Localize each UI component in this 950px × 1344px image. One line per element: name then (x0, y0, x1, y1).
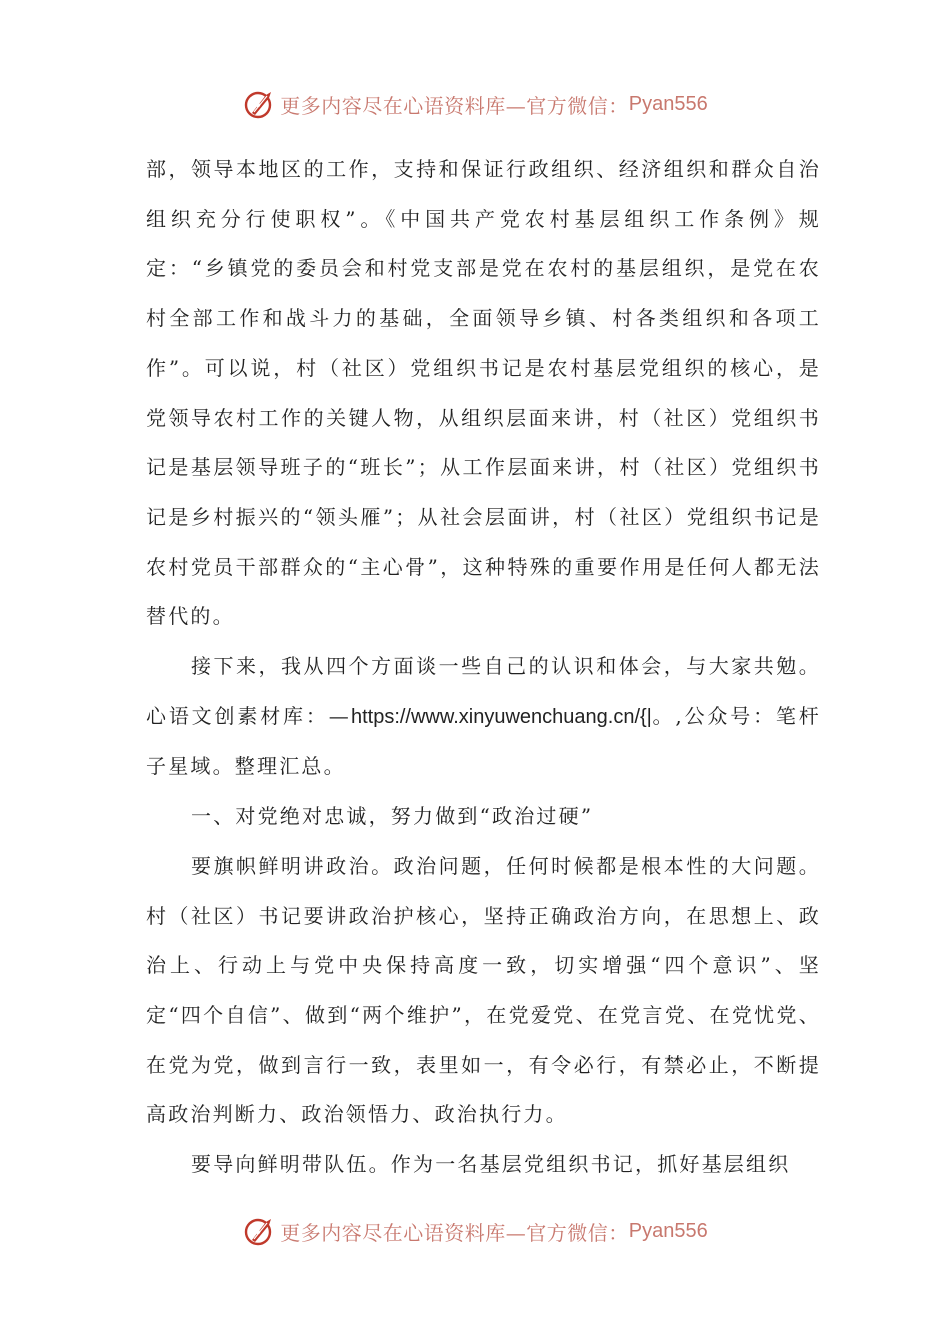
paragraph-2 (146, 642, 821, 792)
document-body (146, 145, 821, 1190)
paragraph-2-lead: 接下来，我从四个方面谈一些自己的认识和体会，与大家共勉。心语文创素材库：— (146, 654, 821, 728)
paragraph-1: 部，领导本地区的工作，支持和保证行政组织、经济组织和群众自治组织充分行使职权”。《中国共产党农村基层组织工作条例》规定：“乡镇党的委员会和村党支部是党在农村的基层组织，是党在农村全部工作和战斗力的基础，全面领导乡镇、村各类组织和各项工作”。可以说，村（社区）党组织书记是农村基层党组织的核心，是党领导农村工作的关键人物，从组织层面来讲，村（社区）党组织书记是基层领导班子的“班长”；从工作层面来讲，村（社区）党组织书记是乡村振兴的“领头雁”；从社会层面讲，村（社区）党组织书记是农村党员干部群众的“主心骨”，这种特殊的重要作用是任何人都无法替代的。 (146, 157, 821, 629)
section-heading-1: 一、对党绝对忠诚，努力做到“政治过硬” (191, 804, 594, 829)
pen-circle-logo-icon (242, 1214, 276, 1248)
paragraph-3: 要旗帜鲜明讲政治。政治问题，任何时候都是根本性的大问题。村（社区）书记要讲政治护核心，坚持正确政治方向，在思想上、政治上、行动上与党中央保持高度一致，切实增强“四个意识”、坚定“四个自信”、做到“两个维护”，在党爱党、在党言党、在党忧党、在党为党，做到言行一致，表里如一，有令必行，有禁必止，不断提高政治判断力、政治领悟力、政治执行力。 (146, 853, 821, 1127)
source-url-link[interactable]: https://www.xinyuwenchuang.cn/{| (350, 705, 652, 728)
footer-text: 更多内容尽在心语资料库—官方微信： (280, 1220, 629, 1245)
header-wechat-id: Pyan556 (628, 92, 708, 115)
paragraph-2-tail: 。,公众号：笔杆子星域。整理汇总。 (146, 703, 821, 779)
pen-circle-logo-icon (242, 87, 276, 121)
header-banner (0, 84, 950, 124)
footer-banner (0, 1211, 950, 1251)
paragraph-4: 要导向鲜明带队伍。作为一名基层党组织书记，抓好基层组织 (191, 1152, 791, 1177)
footer-wechat-id: Pyan556 (628, 1219, 708, 1242)
header-text: 更多内容尽在心语资料库—官方微信： (280, 93, 629, 118)
